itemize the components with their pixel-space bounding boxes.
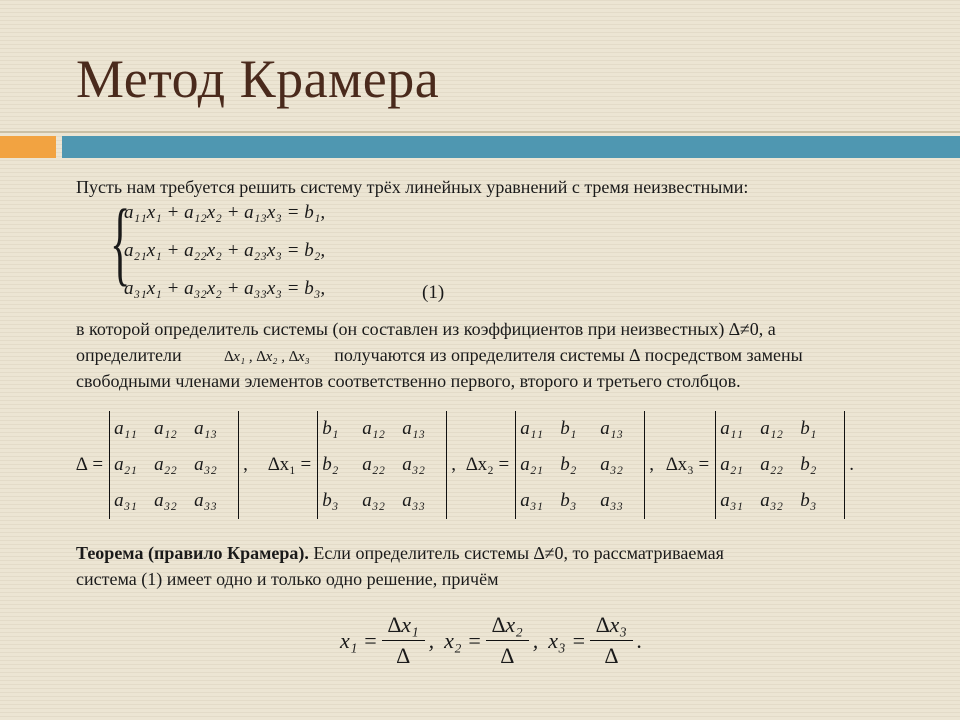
matrix-cell: a₁₃ — [600, 418, 623, 439]
matrix-cell: a₂₁ — [114, 454, 137, 475]
matrix-cell: b₃ — [322, 490, 339, 511]
intro-text: Пусть нам требуется решить систему трёх линейных уравнений с тремя неизвестными: — [76, 177, 749, 197]
determinant-x2 — [466, 408, 654, 522]
accent-bar-orange — [0, 136, 56, 158]
matrix-cell: a₁₃ — [402, 418, 425, 439]
matrix-cell: a₃₃ — [194, 490, 217, 511]
paragraph-line-2 — [76, 342, 803, 370]
matrix-cell: a₃₂ — [154, 490, 177, 511]
formula-lhs: x₂ = — [444, 627, 482, 653]
determinant-matrix — [109, 411, 239, 519]
fraction-denominator: ∆ — [396, 643, 410, 668]
matrix-cell: a₃₂ — [362, 490, 385, 511]
matrix-cell: a₃₂ — [600, 454, 623, 475]
fraction-numerator: ∆x₃ — [590, 612, 633, 641]
formula-fraction — [382, 612, 425, 669]
formula-separator: . — [636, 627, 643, 653]
system-brace-icon: { — [110, 191, 131, 295]
matrix-cell: a₂₂ — [760, 454, 783, 475]
matrix-cell: a₃₂ — [760, 490, 783, 511]
determinant-label: ∆x₃ = — [666, 454, 710, 475]
matrix-cell: a₃₂ — [402, 454, 425, 475]
matrix-cell: a₁₂ — [362, 418, 385, 439]
formula-separator: , — [428, 627, 435, 653]
accent-bar-teal — [62, 136, 960, 158]
matrix-cell: a₁₁ — [114, 418, 137, 439]
matrix-cell: a₁₂ — [154, 418, 177, 439]
determinant-main — [76, 408, 248, 522]
paragraph-line-3: свободными членами элементов соответственно первого, второго и третьего столбцов. — [76, 371, 741, 391]
determinants-row — [76, 408, 876, 522]
formula-fraction — [486, 612, 529, 669]
determinant-label: ∆ = — [76, 454, 104, 475]
fraction-numerator: ∆x₁ — [382, 612, 425, 641]
determinant-matrix — [317, 411, 447, 519]
determinant-x1 — [268, 408, 456, 522]
system-row-1: a₁₁x₁ + a₁₂x₂ + a₁₃x₃ = b₁, — [124, 202, 326, 223]
matrix-cell: a₃₃ — [402, 490, 425, 511]
matrix-cell: a₂₂ — [362, 454, 385, 475]
paragraph-line-1: в которой определитель системы (он составлен из коэффициентов при неизвестных) ∆≠0, а — [76, 319, 776, 339]
matrix-cell: b₃ — [560, 490, 577, 511]
paragraph-line-2-end: получаются из определителя системы ∆ посредством замены — [334, 345, 803, 365]
matrix-cell: b₂ — [322, 454, 339, 475]
formula-separator: , — [532, 627, 539, 653]
theorem-line-1 — [76, 540, 724, 566]
matrix-cell: a₁₂ — [760, 418, 783, 439]
matrix-cell: a₃₂ — [194, 454, 217, 475]
equation-number: (1) — [422, 282, 445, 303]
fraction-denominator: ∆ — [604, 643, 619, 668]
cramer-formula — [340, 612, 642, 669]
matrix-cell: a₃₁ — [114, 490, 137, 511]
determinant-separator: , — [649, 454, 654, 475]
system-row-2: a₂₁x₁ + a₂₂x₂ + a₂₃x₃ = b₂, — [124, 240, 326, 261]
formula-fraction — [590, 612, 633, 669]
system-row-3: a₃₁x₁ + a₃₂x₂ + a₃₃x₃ = b₃, — [124, 278, 326, 299]
matrix-cell: a₃₁ — [720, 490, 743, 511]
fraction-denominator: ∆ — [500, 643, 515, 668]
matrix-cell: a₂₁ — [720, 454, 743, 475]
title-divider-line — [0, 131, 960, 133]
determinant-separator: , — [243, 454, 248, 475]
inline-determinants: ∆x₁ , ∆x₂ , ∆x₃ — [224, 349, 310, 365]
determinant-matrix — [515, 411, 645, 519]
matrix-cell: a₃₁ — [520, 490, 543, 511]
formula-lhs: x₁ = — [340, 627, 378, 653]
determinant-label: ∆x₁ = — [268, 454, 312, 475]
determinant-separator: . — [849, 454, 854, 475]
matrix-cell: a₁₃ — [194, 418, 217, 439]
slide-title: Метод Крамера — [76, 49, 440, 109]
determinant-matrix — [715, 411, 845, 519]
matrix-cell: a₂₂ — [154, 454, 177, 475]
matrix-cell: a₂₁ — [520, 454, 543, 475]
matrix-cell: b₃ — [800, 490, 817, 511]
fraction-numerator: ∆x₂ — [486, 612, 529, 641]
matrix-cell: a₃₃ — [600, 490, 623, 511]
theorem-text: Если определитель системы ∆≠0, то рассматриваемая — [308, 543, 724, 563]
determinant-separator: , — [451, 454, 456, 475]
theorem-heading: Теорема (правило Крамера). — [76, 543, 309, 563]
formula-lhs: x₃ = — [548, 627, 587, 653]
matrix-cell: a₁₁ — [720, 418, 743, 439]
matrix-cell: b₂ — [560, 454, 577, 475]
matrix-cell: a₁₁ — [520, 418, 543, 439]
matrix-cell: b₁ — [560, 418, 577, 439]
determinant-x3 — [666, 408, 854, 522]
matrix-cell: b₁ — [322, 418, 339, 439]
determinant-label: ∆x₂ = — [466, 454, 510, 475]
paragraph-line-2-start: определители — [76, 345, 182, 365]
matrix-cell: b₂ — [800, 454, 817, 475]
matrix-cell: b₁ — [800, 418, 817, 439]
theorem-line-2: система (1) имеет одно и только одно решение, причём — [76, 569, 499, 589]
